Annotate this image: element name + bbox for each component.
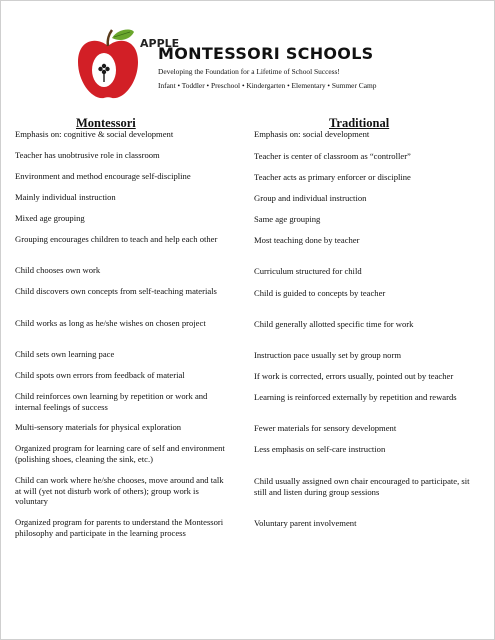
traditional-item: Fewer materials for sensory development xyxy=(254,423,397,433)
montessori-item: Child works as long as he/she wishes on chosen project xyxy=(15,318,206,328)
traditional-item: Curriculum structured for child xyxy=(254,266,362,276)
traditional-item: Child is guided to concepts by teacher xyxy=(254,288,386,298)
montessori-item: Child reinforces own learning by repetition or work and internal feelings of success xyxy=(15,391,208,412)
montessori-item: Child can work where he/she chooses, move around and talk at will (yet not disturb work of others); group work is voluntary xyxy=(15,475,224,506)
traditional-item: Voluntary parent involvement xyxy=(254,518,357,528)
traditional-item: Less emphasis on self-care instruction xyxy=(254,444,386,454)
traditional-item: Instruction pace usually set by group norm xyxy=(254,350,402,360)
montessori-item: Multi-sensory materials for physical exploration xyxy=(15,422,182,432)
traditional-item: Most teaching done by teacher xyxy=(254,235,360,245)
montessori-item: Child chooses own work xyxy=(15,265,101,275)
traditional-item: Teacher acts as primary enforcer or discipline xyxy=(254,172,411,182)
school-brand-name: MONTESSORI SCHOOLS xyxy=(158,44,374,63)
montessori-item: Teacher has unobtrusive role in classroom xyxy=(15,150,160,160)
traditional-item: Child usually assigned own chair encouraged to participate, sit still and listen during group sessions xyxy=(254,476,470,497)
school-tagline: Developing the Foundation for a Lifetime of School Success! xyxy=(158,67,340,76)
apple-logo-icon xyxy=(74,26,142,102)
montessori-item: Grouping encourages children to teach and help each other xyxy=(15,234,218,244)
montessori-item: Child sets own learning pace xyxy=(15,349,115,359)
traditional-item: Learning is reinforced externally by repetition and rewards xyxy=(254,392,457,402)
traditional-heading: Traditional xyxy=(329,116,390,130)
montessori-item: Environment and method encourage self-discipline xyxy=(15,171,191,181)
traditional-item: Same age grouping xyxy=(254,214,321,224)
montessori-item: Mixed age grouping xyxy=(15,213,85,223)
traditional-item: Child generally allotted specific time for work xyxy=(254,319,414,329)
montessori-item: Organized program for parents to understand the Montessori philosophy and participate in the learning process xyxy=(15,517,224,538)
montessori-item: Emphasis on: cognitive & social development xyxy=(15,129,174,139)
traditional-item: If work is corrected, errors usually, pointed out by teacher xyxy=(254,371,454,381)
school-header xyxy=(74,24,394,104)
montessori-item: Organized program for learning care of self and environment (polishing shoes, cleaning the sink, etc.) xyxy=(15,443,225,464)
traditional-item: Teacher is center of classroom as “controller” xyxy=(254,151,411,161)
montessori-item: Mainly individual instruction xyxy=(15,192,116,202)
traditional-item: Group and individual instruction xyxy=(254,193,367,203)
montessori-item: Child spots own errors from feedback of material xyxy=(15,370,185,380)
school-programs: Infant • Toddler • Preschool • Kindergarten • Elementary • Summer Camp xyxy=(158,81,377,90)
montessori-heading: Montessori xyxy=(76,116,136,130)
montessori-item: Child discovers own concepts from self-teaching materials xyxy=(15,286,217,296)
apple-vertical-word: APPLE xyxy=(140,37,180,50)
traditional-item: Emphasis on: social development xyxy=(254,129,370,139)
